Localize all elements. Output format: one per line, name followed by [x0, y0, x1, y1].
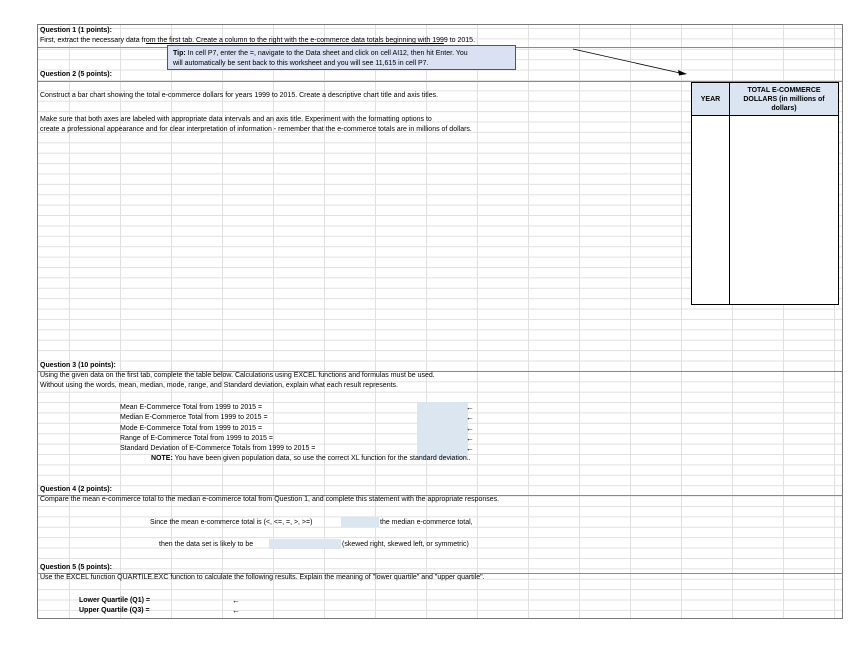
- mean-label: Mean E-Commerce Total from 1999 to 2015 =: [120, 404, 263, 411]
- median-label: Median E-Commerce Total from 1999 to 2015 =: [120, 414, 268, 421]
- question4-title: Question 4 (2 points):: [40, 486, 112, 493]
- comparison-input-cell[interactable]: [341, 517, 379, 527]
- question3-line2: Without using the words, mean, median, mode, range, and Standard deviation, explain what each result represents.: [40, 382, 398, 389]
- year-total-table[interactable]: [691, 82, 839, 305]
- left-arrow-icon: ←: [466, 434, 474, 443]
- left-arrow-icon: ←: [466, 444, 474, 453]
- upper-quartile-label: Upper Quartile (Q3) =: [79, 607, 150, 614]
- year-header: YEAR: [692, 83, 729, 116]
- tip-line1: In cell P7, enter the =, navigate to the Data sheet and click on cell AI12, then hit Enter. You: [185, 50, 468, 57]
- question2-line1: Construct a bar chart showing the total e-commerce dollars for years 1999 to 2015. Create a descriptive chart title and axis titles.: [40, 92, 439, 99]
- left-arrow-icon: ←: [466, 424, 474, 433]
- table-column-divider: [729, 83, 730, 304]
- left-arrow-icon: ←: [466, 403, 474, 412]
- question3-line1: Using the given data on the first tab, complete the table below. Calculations using EXCEL functions and formulas must be used.: [40, 372, 435, 379]
- tip-label: Tip:: [173, 50, 186, 57]
- since-mean-text: Since the mean e-commerce total is (<, <=, =, >, >=): [150, 519, 313, 526]
- question5-line1: Use the EXCEL function QUARTILE.EXC function to calculate the following results. Explain the meaning of "lower quartile" and "upper quartile".: [40, 574, 485, 581]
- question1-text: First, extract the necessary data from the first tab. Create a column to the right with the e-commerce data totals beginning with 1999 to 2015.: [40, 37, 476, 44]
- question2-title: Question 2 (5 points):: [40, 71, 112, 78]
- lower-quartile-label: Lower Quartile (Q1) =: [79, 597, 150, 604]
- stdev-label: Standard Deviation of E-Commerce Totals from 1999 to 2015 =: [120, 445, 316, 452]
- left-arrow-icon: ←: [466, 413, 474, 422]
- then-dataset-text: then the data set is likely to be: [159, 541, 254, 548]
- question3-title: Question 3 (10 points):: [40, 362, 116, 369]
- stdev-note: NOTE: You have been given population data, so use the correct XL function for the standard deviation..: [151, 455, 471, 462]
- question5-title: Question 5 (5 points):: [40, 564, 112, 571]
- question4-line1: Compare the mean e-commerce total to the median e-commerce total from Question 1, and complete this statement with the appropriate responses.: [40, 496, 500, 503]
- question1-title: Question 1 (1 points):: [40, 27, 112, 34]
- worksheet[interactable]: [37, 24, 843, 619]
- question2-line3: create a professional appearance and for clear interpretation of information - remember that the e-commerce totals are in millions of dollars.: [40, 126, 472, 133]
- range-label: Range of E-Commerce Total from 1999 to 2015 =: [120, 435, 273, 442]
- tip-line2: will automatically be sent back to this worksheet and you will see 11,615 in cell P7.: [173, 60, 429, 67]
- question2-line2: Make sure that both axes are labeled with appropriate data intervals and an axis title. Experiment with the formatting options to: [40, 116, 432, 123]
- skew-input-cell[interactable]: [269, 539, 341, 549]
- skew-options-text: (skewed right, skewed left, or symmetric): [342, 541, 469, 548]
- q3-answer-cells[interactable]: [417, 402, 468, 459]
- mode-label: Mode E-Commerce Total from 1999 to 2015 =: [120, 425, 263, 432]
- left-arrow-icon: ←: [232, 606, 240, 615]
- left-arrow-icon: ←: [232, 596, 240, 605]
- median-total-text: the median e-commerce total,: [380, 519, 473, 526]
- total-ecommerce-header: TOTAL E-COMMERCE DOLLARS (in millions of dollars): [730, 83, 838, 116]
